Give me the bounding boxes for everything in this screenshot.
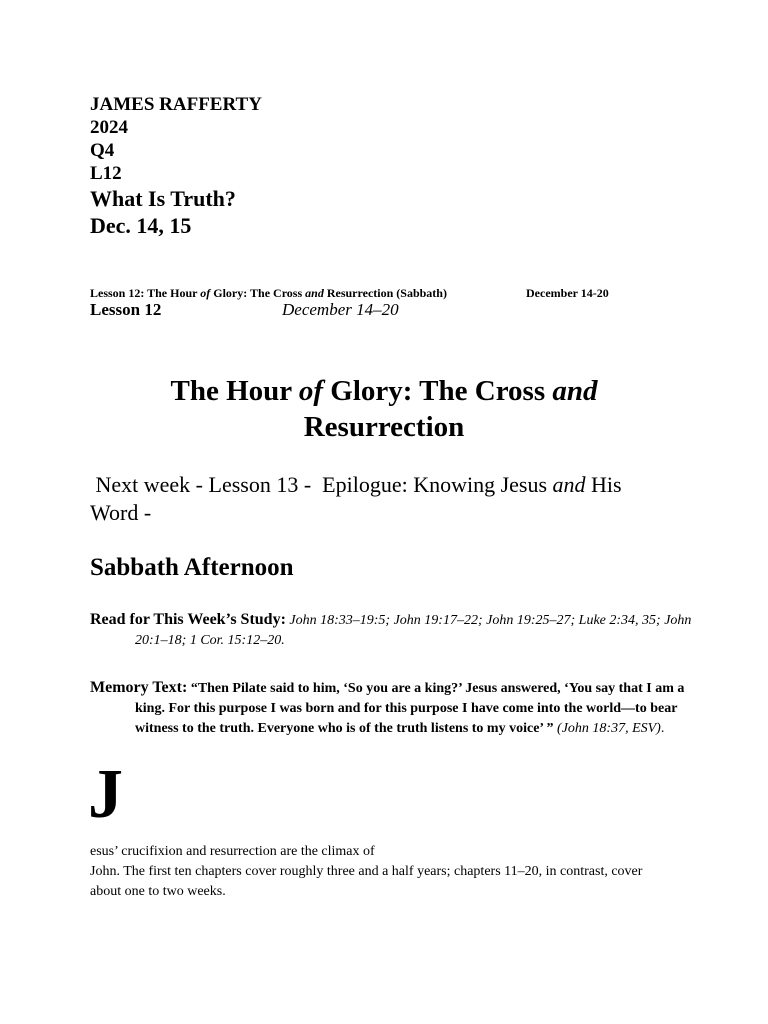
year: 2024 bbox=[90, 117, 128, 138]
lesson-line bbox=[90, 300, 399, 320]
section-heading: Sabbath Afternoon bbox=[90, 554, 294, 581]
lesson-dates: December 14–20 bbox=[282, 300, 399, 319]
topic-heading: What Is Truth? bbox=[90, 186, 236, 211]
lesson-label: Lesson 12 bbox=[90, 300, 162, 319]
memory-citation: (John 18:37, ESV) bbox=[557, 721, 661, 736]
body-line-1: esus’ crucifixion and resurrection are the climax of bbox=[90, 844, 375, 859]
read-references: John 18:33–19:5; John 19:17–22; John 19:25–27; Luke 2:34, 35; John 20:1–18; 1 Cor. 15:12–20. bbox=[135, 613, 692, 648]
lesson-code: L12 bbox=[90, 163, 122, 184]
memory-label: Memory Text: bbox=[90, 679, 188, 696]
read-label: Read for This Week’s Study: bbox=[90, 611, 286, 628]
body-line-2: John. The first ten chapters cover roughly three and a half years; chapters 11–20, in contrast, cover about one to two weeks. bbox=[90, 864, 643, 899]
quarter: Q4 bbox=[90, 140, 115, 161]
running-head-left: Lesson 12: The Hour of Glory: The Cross and Resurrection (Sabbath) bbox=[90, 286, 447, 300]
running-head-date: December 14-20 bbox=[526, 286, 609, 300]
lesson-title: The Hour of Glory: The Cross and Resurrection bbox=[170, 375, 598, 443]
author-name: JAMES RAFFERTY bbox=[90, 94, 262, 115]
dates-heading: Dec. 14, 15 bbox=[90, 213, 192, 238]
memory-text: Memory Text: “Then Pilate said to him, ‘So you are a king?’ Jesus answered, ‘You say that I am a king. For this purpose I was born and for this purpose I have come into the world—to bear witness to the truth. Everyone who is of the truth listens to my voice’ ” (John 18:37, ESV). bbox=[90, 679, 685, 736]
memory-quote: “Then Pilate said to him, ‘So you are a king?’ Jesus answered, ‘You say that I am a king. For this purpose I was born and for this purpose I have come into the world—to bear witness to the truth. Everyone who is of the truth listens to my voice’ ” bbox=[135, 681, 685, 736]
next-week-note: Next week - Lesson 13 - Epilogue: Knowing Jesus and His Word - bbox=[90, 472, 622, 525]
read-passage bbox=[90, 610, 715, 651]
drop-cap: J bbox=[88, 756, 123, 833]
body-paragraph bbox=[90, 842, 670, 902]
running-head bbox=[90, 286, 630, 301]
